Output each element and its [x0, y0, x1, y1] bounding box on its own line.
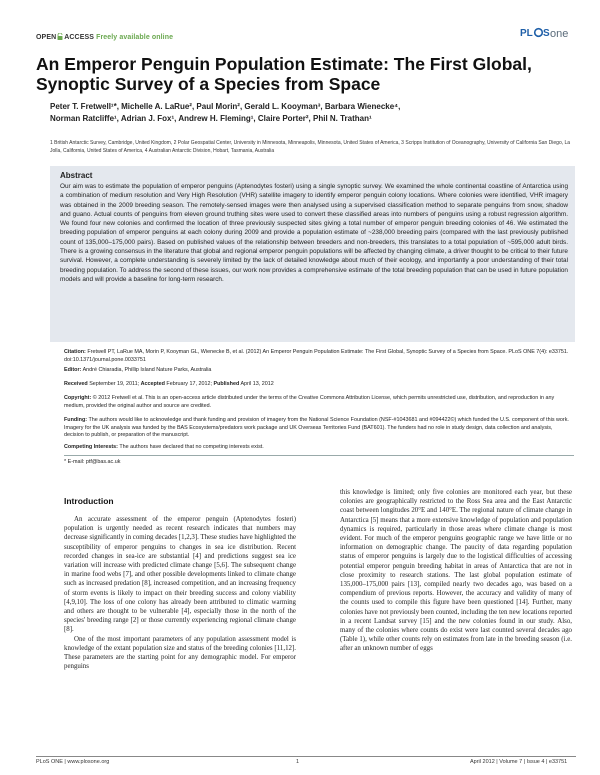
competing-interests	[64, 444, 569, 452]
editor-text: André Chiaradia, Phillip Island Nature Parks, Australia	[82, 367, 212, 373]
open-access-text-a: OPEN	[36, 34, 57, 41]
plos-one-logo	[520, 25, 578, 45]
paragraph: One of the most important parameters of any population assessment model is knowledge of the extant population size and status of the breeding colonies [11,12]. These parameters are the starting point for any demographic model. For emperor penguins	[64, 635, 296, 671]
published-date: April 13, 2012	[240, 381, 274, 387]
editor	[64, 367, 569, 375]
divider	[64, 455, 574, 456]
footer-divider	[36, 756, 576, 757]
open-lock-icon	[57, 33, 63, 40]
published-label: Published	[213, 381, 240, 387]
article-title: An Emperor Penguin Population Estimate: The First Global, Synoptic Survey of a Species from Space	[36, 54, 532, 94]
footer-page-number: 1	[296, 759, 300, 765]
introduction-heading: Introduction	[64, 496, 114, 506]
funding-label: Funding:	[64, 417, 88, 423]
copyright-text: © 2012 Fretwell et al. This is an open-access article distributed under the terms of the Creative Commons Attribution License, which permits unrestricted use, distribution, and reproduction in any medium, provided the original author and source are credited.	[64, 395, 555, 409]
citation	[64, 349, 569, 364]
citation-text: Fretwell PT, LaRue MA, Morin P, Kooyman GL, Wienecke B, et al. (2012) An Emperor Penguin Population Estimate: The First Global, Synoptic Survey of a Species from Space. PLoS ONE 7(4): e33751. doi:10.1371/journal.pone.0033751	[64, 349, 569, 363]
paragraph: An accurate assessment of the emperor penguin (Aptenodytes fosteri) population is urgently needed as recent research indicates that numbers may decrease significantly in coming decades [1,2,3]. These studies have highlighted the susceptibility of emperor penguins to changes in sea ice distribution. Recent recorded changes in sea-ice are substantial [4] and predictions suggest sea ice variation will increase with predicted climate change [5,6]. The subsequent change in marine food webs [7], and other possible developments linked to climate change such as increased predation [8], increased competition, and an increasing frequency of storm events is likely to impact on their breeding success and colony viability [4,9,10]. The loss of one colony has already been attributed to climatic warming and others are thought to be vulnerable [4], especially those in the north of the species' breeding range [2] or those currently experiencing regional climate change [8].	[64, 516, 296, 634]
footer-journal: PLoS ONE | www.plosone.org	[36, 759, 110, 765]
citation-label: Citation:	[64, 349, 86, 355]
open-access-text-b: ACCESS	[64, 34, 95, 41]
affiliations: 1 British Antarctic Survey, Cambridge, United Kingdom, 2 Polar Geospatial Center, University in Minnesota, Minneapolis, Minnesota, United States of America, 3 Scripps Institution of Oceanography, University of California San Diego, La Jolla, California, United States of America, 4 Australian Antarctic Division, Hobart, Tasmania, Australia	[50, 140, 571, 154]
freely-available-text: Freely available online	[96, 34, 174, 41]
copyright-label: Copyright:	[64, 395, 92, 401]
received-date: September 19, 2011;	[89, 381, 140, 387]
svg-text:S: S	[543, 28, 550, 39]
competing-label: Competing Interests:	[64, 444, 118, 450]
body-column-right	[340, 488, 572, 654]
author-list	[50, 101, 570, 125]
accepted-date: February 17, 2012;	[166, 381, 212, 387]
svg-text:one: one	[550, 28, 569, 40]
paragraph: this knowledge is limited; only five colonies are monitored each year, but these colonies are geographically restricted to the Ross Sea area and the East Antarctic coast between longitudes 20°E and 140°E. The regional nature of climate change in Antarctica [5] means that a more extensive knowledge of population and population dynamics is required, particularly in those areas where climate change is most evident. For much of the emperor penguins geographic range we have little or no information on demographic change. The paucity of data regarding population status of emperor penguins is largely due to the logistical difficulties of accessing potential emperor penguin breeding habitat in areas of Antarctica that are not in close proximity to research stations. The last global population estimate of 135,000–175,000 pairs [13], compiled nearly two decades ago, was based on a compendium of previous reports. However, the accuracy and validity of many of the counts used to compile this figure have been questioned [14]. Further, many colonies have not previously been counted, including the ten new locations reported in a recent Landsat survey [15] and the new colonies found in our study. Also, many of the colonies where counts do exist were last counted several decades ago (Table 1), while other counts rely on estimates from late in the breeding season (i.e. after an unknown number of eggs	[340, 489, 572, 653]
funding	[64, 417, 569, 440]
received-label: Received	[64, 381, 88, 387]
plos-one-logo-graphic	[520, 25, 578, 45]
author-line-1: Peter T. Fretwell¹*, Michelle A. LaRue², Paul Morin², Gerald L. Kooyman³, Barbara Wienecke⁴,	[50, 102, 401, 111]
abstract-heading: Abstract	[60, 171, 93, 180]
copyright	[64, 395, 569, 410]
dates	[64, 381, 569, 389]
footer-issue: April 2012 | Volume 7 | Issue 4 | e33751	[470, 759, 568, 765]
abstract-text: Our aim was to estimate the population of emperor penguins (Aptenodytes fosteri) using a single synoptic survey. We examined the whole continental coastline of Antarctica using a combination of medium resolution and Very High Resolution (VHR) satellite imagery to identify emperor penguin colony locations. Where colonies were identified, VHR imagery was obtained in the 2009 breeding season. The remotely-sensed images were then analysed using a supervised classification method to separate penguins from snow, shadow and guano. Actual counts of penguins from eleven ground truthing sites were used to convert these classified areas into numbers of penguins using a robust regression algorithm. We found four new colonies and confirmed the location of three previously suspected sites giving a total number of emperor penguin breeding colonies of 46. We estimated the breeding population of emperor penguins at each colony during 2009 and provide a population estimate of ~238,000 breeding pairs (compared with the last previously published count of 135,000–175,000 pairs). Based on published values of the relationship between breeders and non-breeders, this translates to a total population of ~595,000 adult birds. There is a growing consensus in the literature that global and regional emperor penguin populations will be affected by changing climate, a driver thought to be critical to their future survival. However, a complete understanding is severely limited by the lack of detailed knowledge about much of their ecology, and importantly a poor understanding of their total breeding population. To address the second of these issues, our work now provides a comprehensive estimate of the total breeding population that can be used in future population models and will provide a baseline for long-term research.	[60, 183, 568, 283]
open-access-label	[36, 33, 173, 41]
competing-text: The authors have declared that no competing interests exist.	[119, 444, 264, 450]
funding-text: The authors would like to acknowledge and thank funding and provision of imagery from the National Science Foundation (NSF-#1043681 and #094422©) which funded the U.S. component of this work. Imagery for the UK analysis was funded by the BAS Ecosystems/predators work package and UK Overseas Territories Fund (BAT601). The funders had no role in study design, data collection and analysis, decision to publish, or preparation of the manuscript.	[64, 417, 569, 438]
author-line-2: Norman Ratcliffe¹, Adrian J. Fox¹, Andrew H. Fleming¹, Claire Porter², Phil N. Trathan¹	[50, 114, 372, 123]
email: * E-mail: ptf@bas.ac.uk	[64, 459, 121, 465]
body-column-left	[64, 515, 296, 671]
editor-label: Editor:	[64, 367, 82, 373]
svg-text:PL: PL	[520, 28, 533, 39]
accepted-label: Accepted	[140, 381, 165, 387]
